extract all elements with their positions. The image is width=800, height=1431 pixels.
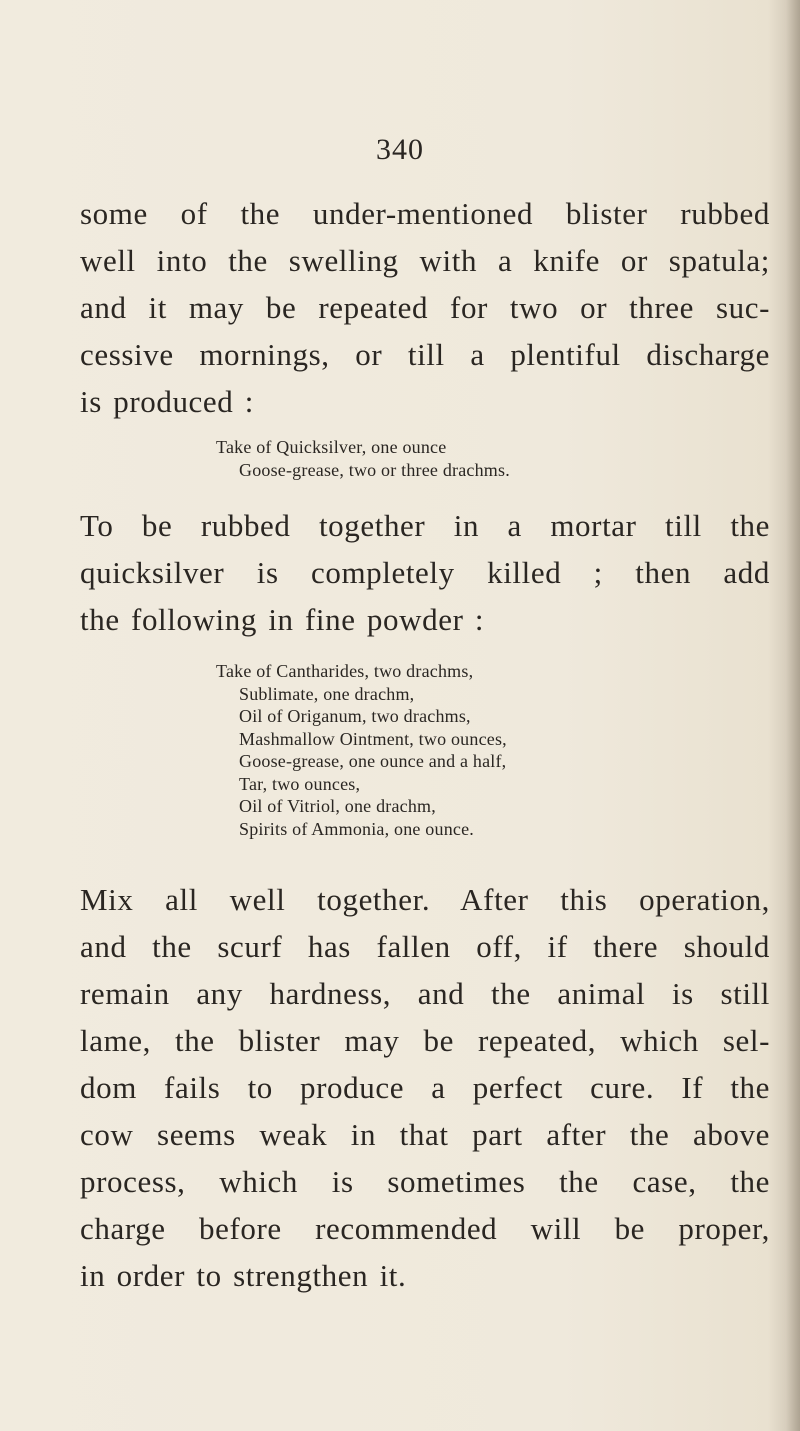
recipe-line: Oil of Origanum, two drachms, — [239, 706, 471, 726]
text-line: process, which is sometimes the case, the — [80, 1164, 770, 1199]
text-line: cow seems weak in that part after the above — [80, 1117, 770, 1152]
text-line: To be rubbed together in a mortar till the — [80, 508, 770, 543]
recipe-line: Spirits of Ammonia, one ounce. — [239, 818, 474, 839]
text-line: dom fails to produce a perfect cure. If the — [80, 1070, 770, 1105]
text-line: and the scurf has fallen off, if there should — [80, 929, 770, 964]
recipe-line: Tar, two ounces, — [239, 773, 361, 794]
page-edge-shadow — [786, 0, 800, 1431]
paragraph-1 — [80, 190, 770, 425]
recipe-line: Oil of Vitriol, one drachm, — [239, 796, 436, 816]
text-line: remain any hardness, and the animal is still — [80, 976, 770, 1011]
text-line: well into the swelling with a knife or spatula; — [80, 243, 770, 278]
text-line: Mix all well together. After this operation, — [80, 882, 770, 917]
text-line: some of the under-mentioned blister rubbed — [80, 196, 770, 231]
recipe-line: Take of Cantharides, two drachms, — [216, 661, 474, 681]
text-line: lame, the blister may be repeated, which sel- — [80, 1023, 770, 1058]
recipe-line: Take of Quicksilver, one ounce — [216, 437, 447, 457]
paragraph-2 — [80, 502, 770, 643]
recipe-line: Goose-grease, two or three drachms. — [239, 459, 510, 480]
recipe-2 — [216, 660, 507, 840]
recipe-line: Mashmallow Ointment, two ounces, — [239, 728, 507, 749]
text-line: the following in fine powder : — [80, 602, 485, 637]
recipe-line: Goose-grease, one ounce and a half, — [239, 751, 507, 771]
text-line: charge before recommended will be proper, — [80, 1211, 770, 1246]
text-line: is produced : — [80, 384, 254, 419]
paragraph-3 — [80, 876, 770, 1299]
text-line: in order to strengthen it. — [80, 1258, 407, 1293]
text-line: quicksilver is completely killed ; then add — [80, 555, 770, 590]
recipe-1 — [216, 436, 510, 481]
text-line: and it may be repeated for two or three suc- — [80, 290, 770, 325]
recipe-line: Sublimate, one drachm, — [239, 683, 415, 704]
text-line: cessive mornings, or till a plentiful discharge — [80, 337, 770, 372]
page-number: 340 — [376, 133, 424, 166]
